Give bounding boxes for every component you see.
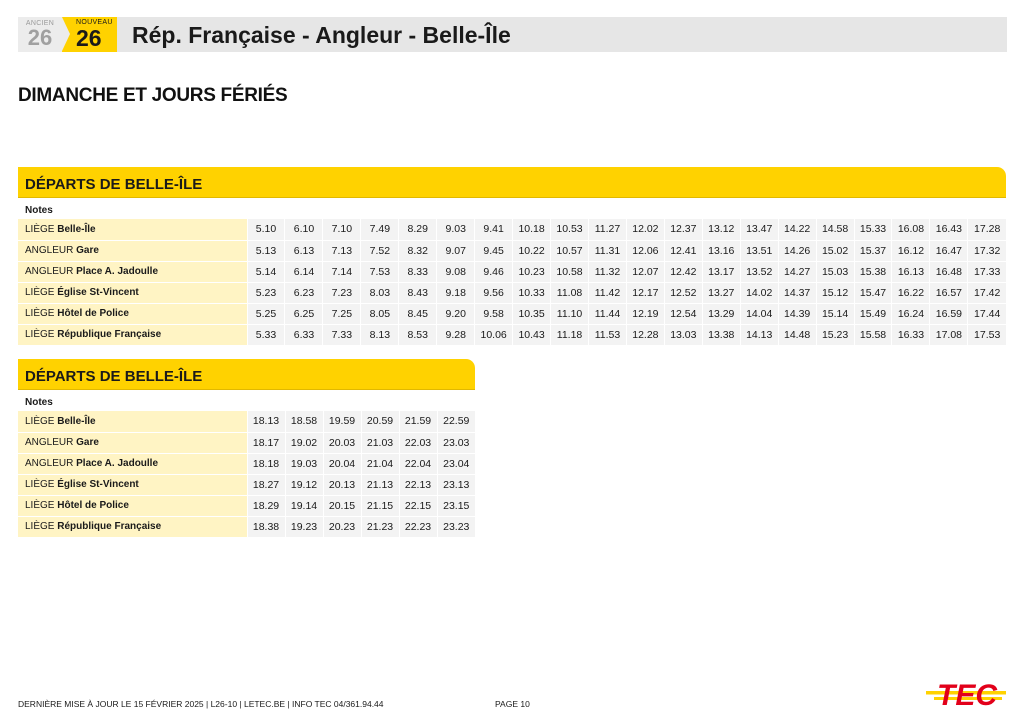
departure-time: 21.04 <box>361 453 399 474</box>
old-line-label: ANCIEN <box>25 20 55 27</box>
departure-time: 9.46 <box>475 261 513 282</box>
departure-time: 11.27 <box>588 219 626 240</box>
notes-row <box>18 202 1006 219</box>
departure-time: 20.59 <box>361 411 399 432</box>
departure-time: 9.41 <box>475 219 513 240</box>
stop-locality: LIÈGE <box>25 287 55 298</box>
departure-time: 7.53 <box>361 261 399 282</box>
stop-locality: ANGLEUR <box>25 266 74 277</box>
departure-time: 14.58 <box>816 219 854 240</box>
departure-time: 15.58 <box>854 324 892 345</box>
departure-time: 9.03 <box>437 219 475 240</box>
stop-label: République Française <box>57 329 162 340</box>
stop-label: Place A. Jadoulle <box>76 458 159 469</box>
departure-time: 16.59 <box>930 303 968 324</box>
timetable-row <box>18 411 475 432</box>
departure-time: 16.47 <box>930 240 968 261</box>
departure-time: 11.44 <box>588 303 626 324</box>
departure-time: 17.32 <box>968 240 1006 261</box>
departure-time: 6.33 <box>285 324 323 345</box>
timetable-block-2-header: DÉPARTS DE BELLE-ÎLE <box>18 359 475 390</box>
departure-time: 7.52 <box>361 240 399 261</box>
departure-time: 15.37 <box>854 240 892 261</box>
departure-time: 22.15 <box>399 495 437 516</box>
departure-time: 8.13 <box>361 324 399 345</box>
departure-time: 17.28 <box>968 219 1006 240</box>
departure-time: 15.49 <box>854 303 892 324</box>
departure-time: 20.13 <box>323 474 361 495</box>
departure-time: 7.14 <box>323 261 361 282</box>
stop-locality: LIÈGE <box>25 415 55 427</box>
stop-locality: LIÈGE <box>25 500 55 511</box>
timetable-row <box>18 516 475 537</box>
departure-time: 22.13 <box>399 474 437 495</box>
stop-name <box>18 303 247 324</box>
departure-time: 14.04 <box>740 303 778 324</box>
departure-time: 11.53 <box>588 324 626 345</box>
stop-label: Gare <box>76 245 99 256</box>
departure-time: 13.27 <box>702 282 740 303</box>
timetable-row <box>18 261 1006 282</box>
departure-time: 9.56 <box>475 282 513 303</box>
timetable-row <box>18 495 475 516</box>
departure-time: 12.02 <box>626 219 664 240</box>
departure-time: 22.23 <box>399 516 437 537</box>
departure-time: 21.15 <box>361 495 399 516</box>
departure-time: 14.02 <box>740 282 778 303</box>
route-title: Rép. Française - Angleur - Belle-Île <box>132 22 511 48</box>
timetable-row <box>18 303 1006 324</box>
departure-time: 16.22 <box>892 282 930 303</box>
stop-name <box>18 282 247 303</box>
tec-logo-icon <box>926 675 1008 713</box>
departure-time: 19.59 <box>323 411 361 432</box>
stop-label: Belle-Île <box>57 415 96 427</box>
departure-time: 13.17 <box>702 261 740 282</box>
departure-time: 6.23 <box>285 282 323 303</box>
departure-time: 12.07 <box>626 261 664 282</box>
departure-time: 15.47 <box>854 282 892 303</box>
departure-time: 9.45 <box>475 240 513 261</box>
new-line-number: 26 <box>76 25 102 51</box>
old-line-number: 26 <box>27 25 53 50</box>
stop-name <box>18 240 247 261</box>
departure-time: 9.08 <box>437 261 475 282</box>
departure-time: 15.33 <box>854 219 892 240</box>
departure-time: 20.15 <box>323 495 361 516</box>
stop-label: Hôtel de Police <box>57 308 129 319</box>
stop-locality: LIÈGE <box>25 308 55 319</box>
departure-time: 11.32 <box>588 261 626 282</box>
timetable-block-1 <box>18 202 1006 346</box>
departure-time: 5.33 <box>247 324 285 345</box>
departure-time: 23.15 <box>437 495 475 516</box>
departure-time: 18.18 <box>247 453 285 474</box>
departure-time: 10.57 <box>551 240 589 261</box>
tec-logo-text: TEC <box>937 679 997 712</box>
stop-label: Église St-Vincent <box>57 287 139 298</box>
departure-time: 10.53 <box>551 219 589 240</box>
departure-time: 13.29 <box>702 303 740 324</box>
departure-time: 13.03 <box>664 324 702 345</box>
stop-label: Gare <box>76 437 99 448</box>
timetable-row <box>18 432 475 453</box>
departure-time: 18.17 <box>247 432 285 453</box>
departure-time: 19.12 <box>285 474 323 495</box>
timetable-row <box>18 282 1006 303</box>
departure-time: 14.39 <box>778 303 816 324</box>
departure-time: 11.18 <box>551 324 589 345</box>
departure-time: 21.13 <box>361 474 399 495</box>
departure-time: 20.03 <box>323 432 361 453</box>
notes-label: Notes <box>25 205 53 216</box>
departure-time: 14.22 <box>778 219 816 240</box>
departure-time: 13.12 <box>702 219 740 240</box>
departure-time: 16.12 <box>892 240 930 261</box>
departure-time: 7.33 <box>323 324 361 345</box>
departure-time: 14.26 <box>778 240 816 261</box>
departure-time: 21.23 <box>361 516 399 537</box>
departure-time: 17.42 <box>968 282 1006 303</box>
departure-time: 15.14 <box>816 303 854 324</box>
departure-time: 10.23 <box>513 261 551 282</box>
departure-time: 14.48 <box>778 324 816 345</box>
stop-name <box>18 411 247 432</box>
departure-time: 13.51 <box>740 240 778 261</box>
departure-time: 23.13 <box>437 474 475 495</box>
stop-locality: ANGLEUR <box>25 437 74 448</box>
stop-locality: ANGLEUR <box>25 245 74 256</box>
departure-time: 17.44 <box>968 303 1006 324</box>
departure-time: 10.35 <box>513 303 551 324</box>
departure-time: 19.14 <box>285 495 323 516</box>
departure-time: 10.18 <box>513 219 551 240</box>
departure-time: 13.38 <box>702 324 740 345</box>
departure-time: 10.22 <box>513 240 551 261</box>
day-type-title: DIMANCHE ET JOURS FÉRIÉS <box>18 85 288 106</box>
new-line-badge <box>62 17 117 52</box>
departure-time: 21.59 <box>399 411 437 432</box>
stop-name <box>18 453 247 474</box>
departure-time: 21.03 <box>361 432 399 453</box>
departure-time: 5.13 <box>247 240 285 261</box>
departure-time: 8.32 <box>399 240 437 261</box>
departure-time: 8.05 <box>361 303 399 324</box>
departure-time: 22.59 <box>437 411 475 432</box>
departure-time: 17.08 <box>930 324 968 345</box>
departure-time: 6.10 <box>285 219 323 240</box>
departure-time: 23.04 <box>437 453 475 474</box>
departure-time: 10.06 <box>475 324 513 345</box>
departure-time: 14.37 <box>778 282 816 303</box>
departure-time: 13.47 <box>740 219 778 240</box>
departure-time: 12.52 <box>664 282 702 303</box>
departure-time: 20.04 <box>323 453 361 474</box>
stop-name <box>18 219 247 240</box>
departure-time: 6.13 <box>285 240 323 261</box>
departure-time: 7.49 <box>361 219 399 240</box>
departure-time: 19.03 <box>285 453 323 474</box>
departure-time: 7.25 <box>323 303 361 324</box>
departure-time: 16.24 <box>892 303 930 324</box>
departure-time: 12.06 <box>626 240 664 261</box>
departure-time: 15.03 <box>816 261 854 282</box>
departure-time: 5.14 <box>247 261 285 282</box>
departure-time: 9.28 <box>437 324 475 345</box>
departure-time: 10.43 <box>513 324 551 345</box>
footer-info: DERNIÈRE MISE À JOUR LE 15 FÉVRIER 2025 | L26-10 | LETEC.BE | INFO TEC 04/361.94.44 <box>18 699 384 709</box>
departure-time: 12.37 <box>664 219 702 240</box>
departure-time: 7.10 <box>323 219 361 240</box>
departure-time: 8.29 <box>399 219 437 240</box>
departure-time: 18.58 <box>285 411 323 432</box>
timetable-block-2 <box>18 394 475 538</box>
notes-row <box>18 394 475 411</box>
timetable-row <box>18 219 1006 240</box>
stop-label: République Française <box>57 521 162 532</box>
timetable-row <box>18 474 475 495</box>
departure-time: 8.33 <box>399 261 437 282</box>
stop-name <box>18 324 247 345</box>
departure-time: 12.19 <box>626 303 664 324</box>
stop-label: Hôtel de Police <box>57 500 129 511</box>
departure-time: 19.02 <box>285 432 323 453</box>
departure-time: 18.29 <box>247 495 285 516</box>
departure-time: 9.20 <box>437 303 475 324</box>
departure-time: 16.33 <box>892 324 930 345</box>
departure-time: 16.13 <box>892 261 930 282</box>
departure-time: 18.38 <box>247 516 285 537</box>
departure-time: 18.13 <box>247 411 285 432</box>
departure-time: 17.33 <box>968 261 1006 282</box>
stop-label: Église St-Vincent <box>57 479 139 490</box>
departure-time: 7.23 <box>323 282 361 303</box>
timetable-block-1-header: DÉPARTS DE BELLE-ÎLE <box>18 167 1006 198</box>
departure-time: 12.28 <box>626 324 664 345</box>
departure-time: 12.42 <box>664 261 702 282</box>
departure-time: 12.41 <box>664 240 702 261</box>
departure-time: 5.10 <box>247 219 285 240</box>
timetable-row <box>18 324 1006 345</box>
departure-time: 12.17 <box>626 282 664 303</box>
stop-name <box>18 495 247 516</box>
departure-time: 8.03 <box>361 282 399 303</box>
departure-time: 9.18 <box>437 282 475 303</box>
departure-time: 15.23 <box>816 324 854 345</box>
departure-time: 6.14 <box>285 261 323 282</box>
departure-time: 11.10 <box>551 303 589 324</box>
stop-locality: LIÈGE <box>25 223 55 235</box>
notes-label: Notes <box>25 397 53 408</box>
departure-time: 16.43 <box>930 219 968 240</box>
departure-time: 14.27 <box>778 261 816 282</box>
timetable-row <box>18 240 1006 261</box>
departure-time: 20.23 <box>323 516 361 537</box>
stop-name <box>18 432 247 453</box>
departure-time: 13.16 <box>702 240 740 261</box>
departure-time: 16.48 <box>930 261 968 282</box>
departure-time: 15.38 <box>854 261 892 282</box>
stop-name <box>18 261 247 282</box>
stop-name <box>18 474 247 495</box>
departure-time: 8.53 <box>399 324 437 345</box>
departure-time: 22.04 <box>399 453 437 474</box>
departure-time: 22.03 <box>399 432 437 453</box>
departure-time: 18.27 <box>247 474 285 495</box>
departure-time: 6.25 <box>285 303 323 324</box>
departure-time: 14.13 <box>740 324 778 345</box>
departure-time: 11.31 <box>588 240 626 261</box>
departure-time: 16.08 <box>892 219 930 240</box>
stop-locality: LIÈGE <box>25 521 55 532</box>
departure-time: 15.12 <box>816 282 854 303</box>
departure-time: 8.43 <box>399 282 437 303</box>
departure-time: 23.03 <box>437 432 475 453</box>
departure-time: 16.57 <box>930 282 968 303</box>
stop-label: Belle-Île <box>57 223 96 235</box>
departure-time: 10.33 <box>513 282 551 303</box>
stop-locality: LIÈGE <box>25 329 55 340</box>
page-number: PAGE 10 <box>495 699 530 709</box>
departure-time: 5.25 <box>247 303 285 324</box>
departure-time: 8.45 <box>399 303 437 324</box>
departure-time: 7.13 <box>323 240 361 261</box>
stop-name <box>18 516 247 537</box>
old-line-badge <box>18 17 62 52</box>
departure-time: 9.58 <box>475 303 513 324</box>
departure-time: 11.42 <box>588 282 626 303</box>
stop-locality: LIÈGE <box>25 479 55 490</box>
stop-locality: ANGLEUR <box>25 458 74 469</box>
departure-time: 5.23 <box>247 282 285 303</box>
departure-time: 11.08 <box>551 282 589 303</box>
departure-time: 13.52 <box>740 261 778 282</box>
departure-time: 12.54 <box>664 303 702 324</box>
departure-time: 15.02 <box>816 240 854 261</box>
departure-time: 23.23 <box>437 516 475 537</box>
timetable-row <box>18 453 475 474</box>
new-line-label: NOUVEAU <box>76 19 113 26</box>
departure-time: 19.23 <box>285 516 323 537</box>
stop-label: Place A. Jadoulle <box>76 266 159 277</box>
departure-time: 10.58 <box>551 261 589 282</box>
departure-time: 17.53 <box>968 324 1006 345</box>
departure-time: 9.07 <box>437 240 475 261</box>
